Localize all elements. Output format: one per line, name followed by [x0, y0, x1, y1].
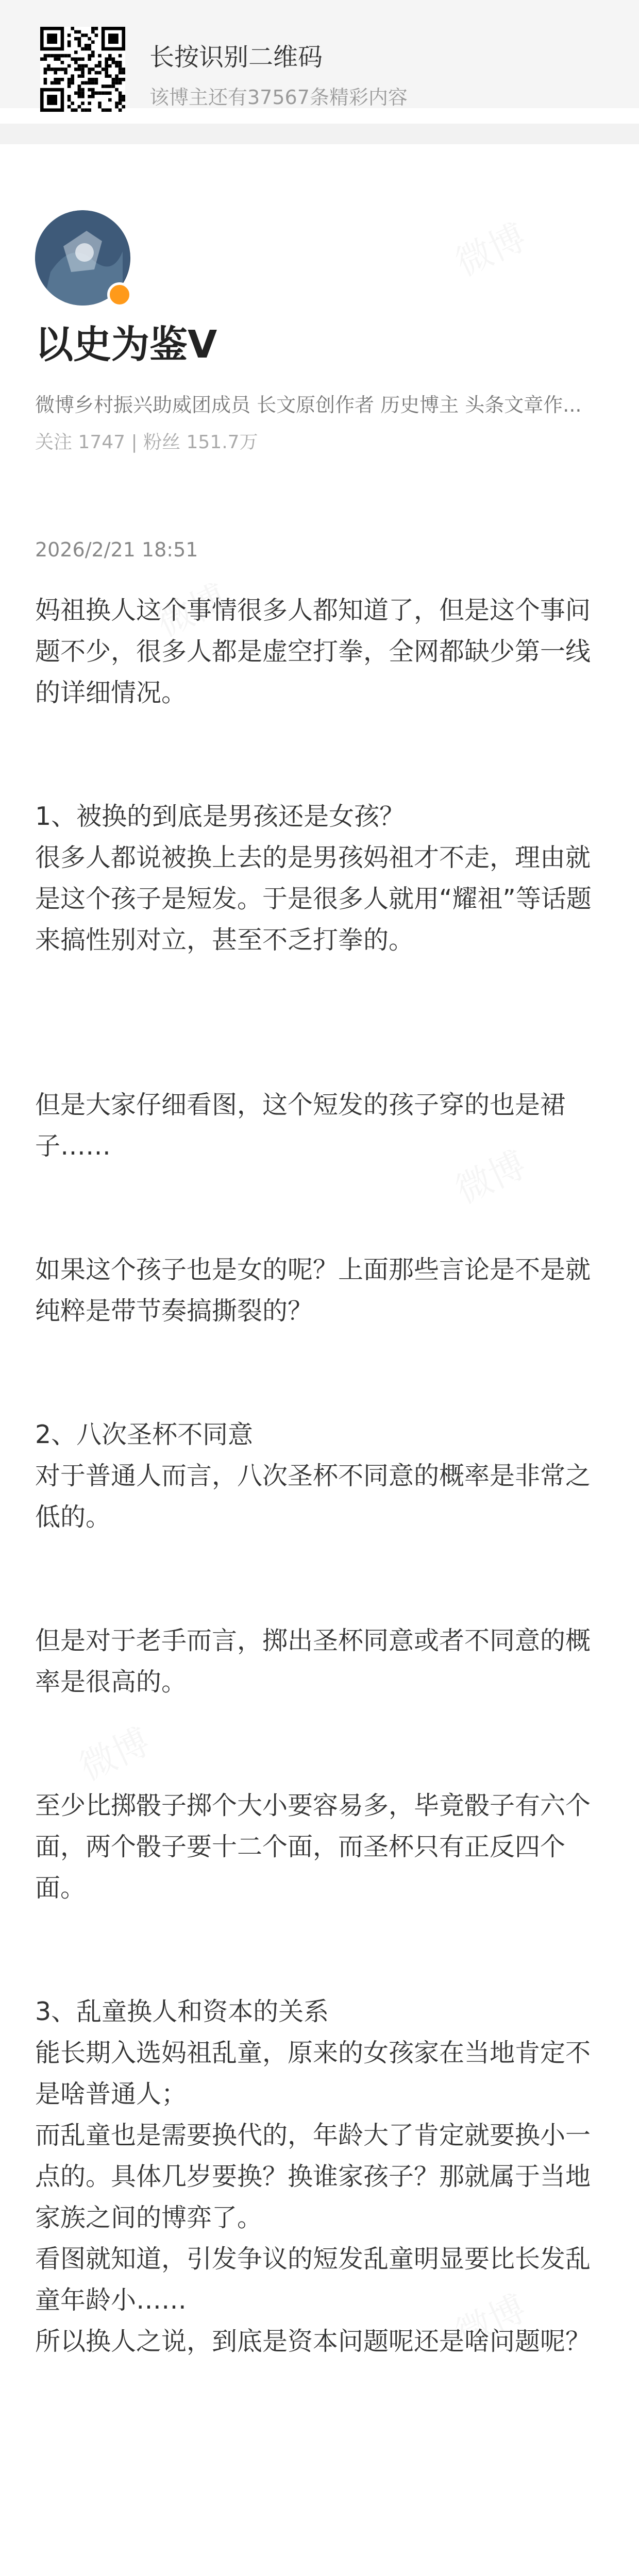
- qr-module: [91, 27, 95, 30]
- qr-module: [108, 74, 112, 78]
- qr-module: [78, 88, 81, 92]
- qr-module: [88, 54, 91, 58]
- qr-module: [88, 71, 91, 75]
- qr-module: [51, 54, 54, 58]
- qr-module: [85, 108, 88, 112]
- qr-module: [88, 81, 91, 85]
- paragraph: 妈祖换人这个事情很多人都知道了，但是这个事问题不少，很多人都是虚空打拳，全网都缺少第一线的详细情况。: [35, 596, 591, 707]
- watermark: [70, 1713, 157, 1791]
- qr-module: [81, 101, 85, 105]
- qr-module: [54, 81, 57, 85]
- qr-module: [85, 47, 88, 51]
- qr-module: [44, 78, 47, 81]
- paragraph: 至少比掷骰子掷个大小要容易多，毕竟骰子有六个面，两个骰子要十二个面，而圣杯只有正反四个面。: [35, 1791, 591, 1903]
- qr-module: [119, 71, 122, 75]
- qr-module: [47, 95, 57, 105]
- qr-module: [54, 78, 57, 81]
- qr-module: [95, 27, 98, 30]
- qr-module: [47, 67, 51, 71]
- qr-module: [108, 91, 112, 95]
- qr-module: [44, 71, 47, 75]
- qr-module: [105, 91, 108, 95]
- qr-module: [122, 78, 125, 81]
- qr-module: [102, 67, 105, 71]
- qr-module: [119, 81, 122, 85]
- qr-module: [91, 30, 95, 34]
- qr-module: [44, 81, 47, 85]
- qr-banner-subtitle: 该博主还有37567条精彩内容: [149, 86, 408, 109]
- qr-module: [68, 105, 71, 109]
- qr-module: [115, 61, 119, 64]
- qr-module: [57, 67, 61, 71]
- qr-module: [108, 108, 112, 112]
- qr-module: [78, 30, 81, 34]
- qr-module: [122, 67, 125, 71]
- qr-module: [44, 54, 47, 58]
- qr-module: [78, 57, 81, 61]
- paragraph: 但是对于老手而言，掷出圣杯同意或者不同意的概率是很高的。: [35, 1626, 591, 1697]
- qr-module: [88, 47, 91, 51]
- qr-module: [91, 50, 95, 54]
- qr-module: [108, 64, 112, 68]
- qr-module: [112, 78, 115, 81]
- qr-module: [119, 98, 122, 102]
- qr-module: [78, 84, 81, 88]
- qr-module: [71, 27, 74, 30]
- qr-module: [115, 88, 119, 92]
- qr-module: [91, 88, 95, 92]
- qr-module: [81, 64, 85, 68]
- qr-module: [81, 57, 85, 61]
- qr-module: [119, 67, 122, 71]
- qr-module: [44, 67, 47, 71]
- qr-module: [122, 105, 125, 109]
- qr-module: [74, 61, 78, 64]
- post-date: 2026/2/21 18:51: [35, 538, 198, 561]
- qr-module: [95, 81, 98, 85]
- qr-module: [64, 54, 68, 58]
- qr-module: [61, 54, 64, 58]
- qr-module: [68, 54, 71, 58]
- qr-module: [78, 37, 81, 41]
- qr-module: [81, 95, 85, 98]
- qr-module: [119, 91, 122, 95]
- qr-module: [81, 33, 85, 37]
- qr-module: [78, 95, 81, 98]
- qr-module: [105, 71, 108, 75]
- qr-module: [91, 91, 95, 95]
- qr-module: [57, 54, 61, 58]
- paragraph: 2、八次圣杯不同意 对于普通人而言，八次圣杯不同意的概率是非常之低的。: [35, 1420, 591, 1532]
- qr-module: [81, 81, 85, 85]
- qr-module: [115, 101, 119, 105]
- qr-module: [105, 67, 108, 71]
- section-divider: [0, 124, 639, 144]
- qr-module: [61, 67, 64, 71]
- qr-module: [95, 64, 98, 68]
- qr-module: [91, 67, 95, 71]
- qr-module: [115, 64, 119, 68]
- qr-module: [68, 44, 71, 47]
- qr-module: [68, 40, 71, 44]
- qr-module: [68, 78, 71, 81]
- qr-module: [98, 54, 102, 58]
- qr-module: [105, 74, 108, 78]
- qr-module: [81, 88, 85, 92]
- qr-module: [47, 54, 51, 58]
- qr-module: [88, 78, 91, 81]
- watermark: [446, 209, 533, 286]
- qr-module: [119, 101, 122, 105]
- qr-module: [68, 84, 71, 88]
- qr-module: [68, 98, 71, 102]
- qr-module: [91, 95, 95, 98]
- qr-module: [119, 108, 122, 112]
- qr-module: [68, 81, 71, 85]
- qr-module: [74, 50, 78, 54]
- author-description: 微博乡村振兴助威团成员 长文原创作者 历史博主 头条文章作...: [35, 394, 582, 416]
- qr-module: [91, 81, 95, 85]
- qr-module: [85, 44, 88, 47]
- qr-module: [105, 64, 108, 68]
- qr-module: [64, 67, 68, 71]
- qr-module: [122, 98, 125, 102]
- qr-module: [88, 44, 91, 47]
- qr-module: [108, 98, 112, 102]
- qr-module: [71, 57, 74, 61]
- qr-module: [51, 81, 54, 85]
- qr-module: [61, 78, 64, 81]
- qr-module: [68, 95, 71, 98]
- qr-module: [68, 33, 71, 37]
- qr-module: [51, 67, 54, 71]
- qr-module: [61, 61, 64, 64]
- qr-module: [54, 67, 57, 71]
- qr-module: [71, 101, 74, 105]
- qr-module: [81, 71, 85, 75]
- qr-module: [81, 91, 85, 95]
- qr-module: [119, 61, 122, 64]
- qr-module: [78, 67, 81, 71]
- qr-module: [68, 64, 71, 68]
- qr-module: [88, 101, 91, 105]
- qr-module: [78, 105, 81, 109]
- qr-module: [119, 95, 122, 98]
- qr-module: [105, 57, 108, 61]
- qr-module: [88, 37, 91, 41]
- qr-module: [64, 71, 68, 75]
- paragraph: 3、乱童换人和资本的关系 能长期入选妈祖乱童，原来的女孩家在当地肯定不是啥普通人； 而乱童也是需要换代的，年龄大了肯定就要换小一点的。具体几岁要换？换谁家孩子？那就属于当地家族之间的博弈了。 看图就知道，引发争议的短发乱童明显要比长发乱童年龄小…… 所以换人之说，到底是资本问题呢还是啥问题呢？: [35, 1997, 591, 2356]
- qr-module: [105, 84, 108, 88]
- qr-module: [95, 71, 98, 75]
- qr-module: [108, 57, 112, 61]
- qr-module: [78, 44, 81, 47]
- qr-module: [74, 91, 78, 95]
- qr-module: [74, 30, 78, 34]
- qr-banner-title: 长按识别二维码: [149, 43, 323, 72]
- qr-module: [81, 67, 85, 71]
- qr-module: [85, 33, 88, 37]
- qr-module: [74, 57, 78, 61]
- qr-module: [88, 57, 91, 61]
- qr-module: [57, 57, 61, 61]
- qr-module: [108, 84, 112, 88]
- qr-module: [115, 78, 119, 81]
- qr-module: [108, 33, 119, 44]
- qr-module: [54, 57, 57, 61]
- qr-module: [71, 108, 74, 112]
- qr-module: [112, 81, 115, 85]
- paragraph: 但是大家仔细看图，这个短发的孩子穿的也是裙子……: [35, 1090, 566, 1161]
- qr-module: [85, 81, 88, 85]
- qr-module: [74, 108, 78, 112]
- qr-module: [54, 54, 57, 58]
- paragraph: 如果这个孩子也是女的呢？上面那些言论是不是就纯粹是带节奏搞撕裂的？: [35, 1255, 591, 1326]
- qr-module: [122, 71, 125, 75]
- qr-module: [88, 95, 91, 98]
- qr-module: [98, 105, 102, 109]
- qr-module: [78, 64, 81, 68]
- qr-module: [91, 54, 95, 58]
- qr-module: [78, 40, 81, 44]
- qr-module: [88, 108, 91, 112]
- qr-module: [95, 33, 98, 37]
- qr-module: [71, 74, 74, 78]
- qr-module: [119, 64, 122, 68]
- qr-module: [112, 57, 115, 61]
- qr-module: [98, 61, 102, 64]
- qr-module: [98, 91, 102, 95]
- qr-module: [115, 81, 119, 85]
- qr-module: [112, 61, 115, 64]
- qr-module: [102, 91, 105, 95]
- qr-module: [119, 78, 122, 81]
- qr-module: [81, 47, 85, 51]
- qr-module: [54, 71, 57, 75]
- qr-module: [98, 64, 102, 68]
- qr-module: [108, 54, 112, 58]
- qr-module: [119, 54, 122, 58]
- qr-module: [91, 78, 95, 81]
- verified-badge-icon: [107, 282, 132, 307]
- qr-module: [78, 74, 81, 78]
- qr-module: [105, 61, 108, 64]
- qr-module: [44, 57, 47, 61]
- qr-module: [74, 37, 78, 41]
- qr-module: [122, 95, 125, 98]
- qr-module: [81, 74, 85, 78]
- qr-code-icon[interactable]: [40, 27, 125, 112]
- qr-module: [98, 101, 102, 105]
- qr-module: [102, 84, 105, 88]
- author-stats: 关注 1747 | 粉丝 151.7万: [35, 432, 258, 453]
- qr-module: [47, 33, 57, 44]
- qr-module: [78, 91, 81, 95]
- qr-module: [57, 81, 61, 85]
- paragraph: 1、被换的到底是男孩还是女孩？ 很多人都说被换上去的是男孩妈祖才不走，理由就是这个孩子是短发。于是很多人就用“耀祖”等话题来搞性别对立，甚至不乏打拳的。: [35, 802, 592, 955]
- qr-module: [88, 67, 91, 71]
- qr-module: [98, 71, 102, 75]
- qr-module: [102, 108, 105, 112]
- qr-module: [57, 78, 61, 81]
- qr-module: [81, 108, 85, 112]
- qr-module: [105, 108, 108, 112]
- qr-module: [71, 81, 74, 85]
- qr-module: [115, 74, 119, 78]
- qr-module: [71, 78, 74, 81]
- qr-module: [47, 64, 51, 68]
- qr-module: [40, 57, 44, 61]
- qr-module: [85, 64, 88, 68]
- qr-module: [74, 67, 78, 71]
- qr-module: [91, 40, 95, 44]
- qr-module: [88, 88, 91, 92]
- qr-module: [115, 105, 119, 109]
- author-name[interactable]: 以史为鉴V: [35, 323, 217, 367]
- qr-module: [95, 78, 98, 81]
- qr-module: [112, 84, 115, 88]
- qr-module: [95, 91, 98, 95]
